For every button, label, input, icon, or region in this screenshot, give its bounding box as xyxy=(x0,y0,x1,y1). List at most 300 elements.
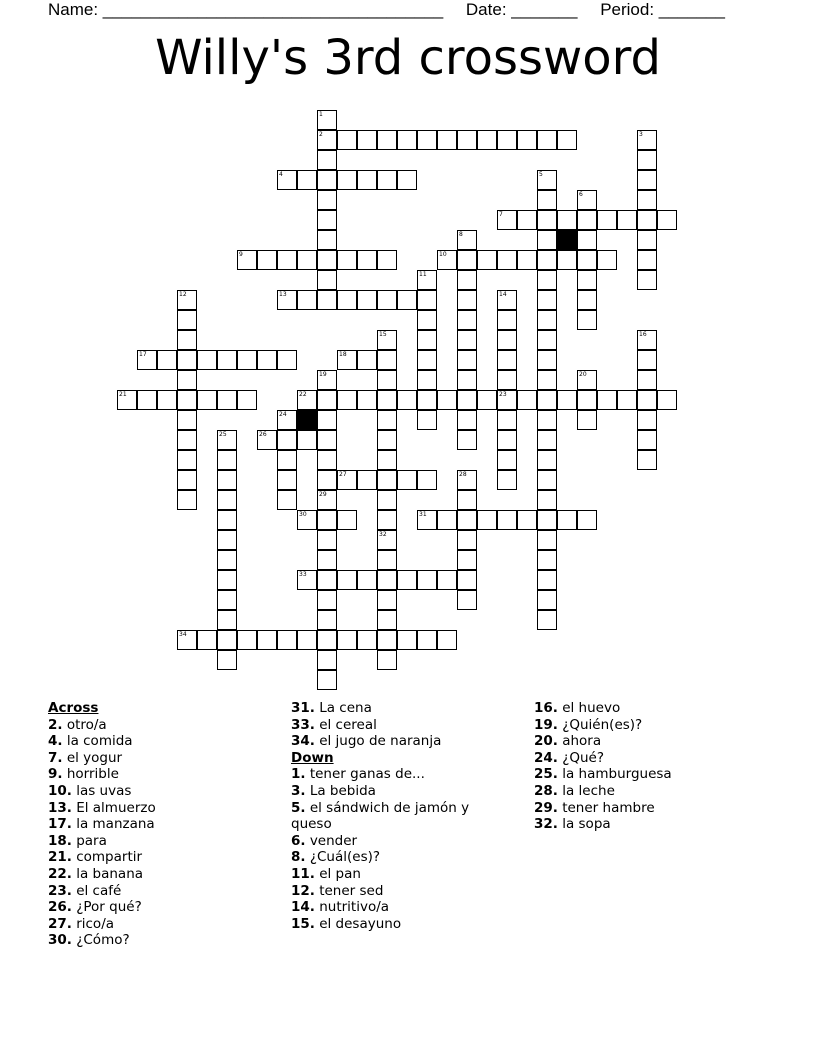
cell-number: 22 xyxy=(299,391,307,398)
crossword-cell[interactable] xyxy=(577,250,597,270)
crossword-cell[interactable] xyxy=(357,570,377,590)
crossword-cell[interactable] xyxy=(577,230,597,250)
crossword-cell[interactable] xyxy=(337,630,357,650)
crossword-cell[interactable] xyxy=(477,130,497,150)
date-field[interactable]: Date: _______ xyxy=(465,0,578,19)
crossword-cell[interactable] xyxy=(177,490,197,510)
crossword-cell[interactable] xyxy=(317,670,337,690)
crossword-cell[interactable] xyxy=(437,570,457,590)
clue-number: 28. xyxy=(534,782,558,799)
crossword-cell[interactable] xyxy=(637,170,657,190)
crossword-cell[interactable] xyxy=(497,350,517,370)
crossword-cell[interactable] xyxy=(317,230,337,250)
crossword-cell[interactable] xyxy=(177,430,197,450)
crossword-cell[interactable] xyxy=(217,430,237,450)
crossword-cell[interactable] xyxy=(537,410,557,430)
crossword-cell[interactable] xyxy=(237,390,257,410)
crossword-cell[interactable] xyxy=(217,510,237,530)
crossword-cell[interactable] xyxy=(497,510,517,530)
period-field[interactable]: Period: _______ xyxy=(600,0,725,19)
across-heading: Across xyxy=(48,700,99,716)
crossword-cell[interactable] xyxy=(477,390,497,410)
crossword-cell[interactable] xyxy=(317,150,337,170)
crossword-cell[interactable] xyxy=(637,450,657,470)
clue-item xyxy=(48,932,278,949)
crossword-cell[interactable] xyxy=(397,170,417,190)
crossword-cell[interactable] xyxy=(577,210,597,230)
crossword-cell[interactable] xyxy=(537,250,557,270)
crossword-cell[interactable] xyxy=(577,190,597,210)
crossword-block xyxy=(557,230,577,250)
crossword-cell[interactable] xyxy=(177,350,197,370)
crossword-cell[interactable] xyxy=(637,270,657,290)
crossword-cell[interactable] xyxy=(377,410,397,430)
clue-item xyxy=(48,866,278,883)
crossword-cell[interactable] xyxy=(417,630,437,650)
crossword-cell[interactable] xyxy=(377,610,397,630)
crossword-cell[interactable] xyxy=(457,550,477,570)
crossword-cell[interactable] xyxy=(337,570,357,590)
crossword-cell[interactable] xyxy=(457,330,477,350)
crossword-cell[interactable] xyxy=(577,410,597,430)
clue-text: ¿Por qué? xyxy=(71,899,142,916)
crossword-cell[interactable] xyxy=(557,130,577,150)
crossword-cell[interactable] xyxy=(317,590,337,610)
crossword-cell[interactable] xyxy=(497,130,517,150)
crossword-cell[interactable] xyxy=(377,510,397,530)
crossword-cell[interactable] xyxy=(537,530,557,550)
crossword-cell[interactable] xyxy=(517,510,537,530)
crossword-cell[interactable] xyxy=(617,210,637,230)
clue-item xyxy=(534,750,764,767)
crossword-cell[interactable] xyxy=(217,550,237,570)
crossword-cell[interactable] xyxy=(277,170,297,190)
crossword-cell[interactable] xyxy=(577,310,597,330)
clue-item xyxy=(534,717,764,734)
crossword-cell[interactable] xyxy=(457,370,477,390)
clue-text: el sándwich de jamón y queso xyxy=(291,799,470,833)
crossword-cell[interactable] xyxy=(177,310,197,330)
crossword-cell[interactable] xyxy=(357,390,377,410)
crossword-cell[interactable] xyxy=(217,590,237,610)
crossword-cell[interactable] xyxy=(177,330,197,350)
crossword-cell[interactable] xyxy=(217,450,237,470)
crossword-cell[interactable] xyxy=(177,450,197,470)
crossword-cell[interactable] xyxy=(557,390,577,410)
crossword-cell[interactable] xyxy=(637,150,657,170)
crossword-cell[interactable] xyxy=(477,510,497,530)
crossword-cell[interactable] xyxy=(537,570,557,590)
crossword-cell[interactable] xyxy=(377,390,397,410)
clue-item xyxy=(291,899,506,916)
crossword-cell[interactable] xyxy=(197,630,217,650)
clue-item xyxy=(291,866,506,883)
crossword-cell[interactable] xyxy=(537,490,557,510)
crossword-cell[interactable] xyxy=(417,410,437,430)
crossword-cell[interactable] xyxy=(557,510,577,530)
crossword-cell[interactable] xyxy=(457,130,477,150)
crossword-cell[interactable] xyxy=(537,470,557,490)
crossword-cell[interactable] xyxy=(297,430,317,450)
crossword-cell[interactable] xyxy=(577,290,597,310)
crossword-cell[interactable] xyxy=(637,370,657,390)
crossword-cell[interactable] xyxy=(457,490,477,510)
crossword-cell[interactable] xyxy=(317,370,337,390)
crossword-cell[interactable] xyxy=(257,350,277,370)
crossword-cell[interactable] xyxy=(377,490,397,510)
crossword-cell[interactable] xyxy=(637,410,657,430)
crossword-cell[interactable] xyxy=(457,530,477,550)
crossword-cell[interactable] xyxy=(437,630,457,650)
clue-item xyxy=(291,717,521,734)
crossword-cell[interactable] xyxy=(377,430,397,450)
crossword-cell[interactable] xyxy=(177,390,197,410)
crossword-cell[interactable] xyxy=(497,390,517,410)
crossword-cell[interactable] xyxy=(497,410,517,430)
crossword-cell[interactable] xyxy=(277,350,297,370)
crossword-cell[interactable] xyxy=(317,570,337,590)
crossword-cell[interactable] xyxy=(257,250,277,270)
crossword-cell[interactable] xyxy=(637,130,657,150)
crossword-cell[interactable] xyxy=(637,330,657,350)
crossword-cell[interactable] xyxy=(457,250,477,270)
crossword-cell[interactable] xyxy=(377,450,397,470)
crossword-cell[interactable] xyxy=(217,530,237,550)
crossword-cell[interactable] xyxy=(537,590,557,610)
crossword-cell[interactable] xyxy=(537,510,557,530)
crossword-cell[interactable] xyxy=(397,390,417,410)
crossword-cell[interactable] xyxy=(137,350,157,370)
crossword-cell[interactable] xyxy=(317,170,337,190)
crossword-cell[interactable] xyxy=(417,290,437,310)
crossword-cell[interactable] xyxy=(337,390,357,410)
crossword-cell[interactable] xyxy=(537,290,557,310)
crossword-cell[interactable] xyxy=(417,370,437,390)
crossword-cell[interactable] xyxy=(377,590,397,610)
clue-item xyxy=(534,766,764,783)
crossword-cell[interactable] xyxy=(317,410,337,430)
clue-text: ¿Quién(es)? xyxy=(557,716,643,733)
crossword-cell[interactable] xyxy=(297,510,317,530)
crossword-cell[interactable] xyxy=(297,570,317,590)
clue-number: 2. xyxy=(48,716,63,733)
crossword-cell[interactable] xyxy=(317,450,337,470)
cell-number: 27 xyxy=(339,471,347,478)
clue-number: 18. xyxy=(48,832,72,849)
crossword-cell[interactable] xyxy=(577,270,597,290)
crossword-cell[interactable] xyxy=(457,350,477,370)
crossword-cell[interactable] xyxy=(157,390,177,410)
crossword-cell[interactable] xyxy=(457,270,477,290)
crossword-cell[interactable] xyxy=(597,250,617,270)
cell-number: 17 xyxy=(139,351,147,358)
crossword-cell[interactable] xyxy=(337,290,357,310)
name-field[interactable]: Name: ____________________________________ xyxy=(48,0,444,19)
crossword-cell[interactable] xyxy=(497,250,517,270)
crossword-cell[interactable] xyxy=(417,470,437,490)
crossword-cell[interactable] xyxy=(397,470,417,490)
clue-number: 29. xyxy=(534,799,558,816)
cell-number: 20 xyxy=(579,371,587,378)
crossword-cell[interactable] xyxy=(497,310,517,330)
crossword-cell[interactable] xyxy=(497,210,517,230)
crossword-cell[interactable] xyxy=(317,510,337,530)
crossword-cell[interactable] xyxy=(417,270,437,290)
crossword-cell[interactable] xyxy=(177,630,197,650)
crossword-cell[interactable] xyxy=(417,350,437,370)
crossword-cell[interactable] xyxy=(177,290,197,310)
crossword-cell[interactable] xyxy=(357,250,377,270)
crossword-cell[interactable] xyxy=(317,190,337,210)
crossword-cell[interactable] xyxy=(497,430,517,450)
clue-item xyxy=(48,783,278,800)
crossword-cell[interactable] xyxy=(317,610,337,630)
crossword-cell[interactable] xyxy=(537,550,557,570)
crossword-cell[interactable] xyxy=(517,130,537,150)
crossword-cell[interactable] xyxy=(377,250,397,270)
crossword-cell[interactable] xyxy=(417,130,437,150)
crossword-cell[interactable] xyxy=(337,170,357,190)
clue-number: 34. xyxy=(291,733,315,750)
crossword-block xyxy=(297,410,317,430)
crossword-cell[interactable] xyxy=(237,250,257,270)
clue-item xyxy=(291,783,506,800)
crossword-cell[interactable] xyxy=(537,210,557,230)
crossword-cell[interactable] xyxy=(537,370,557,390)
crossword-cell[interactable] xyxy=(637,250,657,270)
crossword-cell[interactable] xyxy=(497,470,517,490)
crossword-cell[interactable] xyxy=(317,290,337,310)
crossword-cell[interactable] xyxy=(317,550,337,570)
crossword-cell[interactable] xyxy=(377,290,397,310)
crossword-cell[interactable] xyxy=(537,350,557,370)
crossword-cell[interactable] xyxy=(277,450,297,470)
crossword-cell[interactable] xyxy=(317,270,337,290)
crossword-cell[interactable] xyxy=(537,330,557,350)
crossword-cell[interactable] xyxy=(537,310,557,330)
crossword-cell[interactable] xyxy=(277,490,297,510)
crossword-cell[interactable] xyxy=(277,410,297,430)
crossword-cell[interactable] xyxy=(337,130,357,150)
crossword-cell[interactable] xyxy=(317,210,337,230)
cell-number: 13 xyxy=(279,291,287,298)
clue-number: 26. xyxy=(48,899,72,916)
crossword-cell[interactable] xyxy=(537,130,557,150)
crossword-cell[interactable] xyxy=(117,390,137,410)
clues-column-2 xyxy=(291,700,521,932)
crossword-cell[interactable] xyxy=(377,570,397,590)
crossword-cell[interactable] xyxy=(457,410,477,430)
crossword-cell[interactable] xyxy=(457,390,477,410)
crossword-cell[interactable] xyxy=(177,370,197,390)
crossword-cell[interactable] xyxy=(597,390,617,410)
crossword-cell[interactable] xyxy=(537,170,557,190)
crossword-cell[interactable] xyxy=(497,330,517,350)
crossword-cell[interactable] xyxy=(497,290,517,310)
clue-number: 12. xyxy=(291,882,315,899)
clue-text: el huevo xyxy=(557,700,621,716)
clue-item xyxy=(291,800,506,833)
crossword-cell[interactable] xyxy=(317,630,337,650)
crossword-cell[interactable] xyxy=(397,630,417,650)
crossword-cell[interactable] xyxy=(217,390,237,410)
crossword-cell[interactable] xyxy=(637,430,657,450)
crossword-cell[interactable] xyxy=(217,610,237,630)
crossword-cell[interactable] xyxy=(537,230,557,250)
cell-number: 21 xyxy=(119,391,127,398)
crossword-cell[interactable] xyxy=(637,390,657,410)
crossword-cell[interactable] xyxy=(377,370,397,390)
crossword-cell[interactable] xyxy=(317,430,337,450)
crossword-cell[interactable] xyxy=(637,190,657,210)
crossword-cell[interactable] xyxy=(457,570,477,590)
clue-number: 20. xyxy=(534,733,558,750)
crossword-cell[interactable] xyxy=(377,170,397,190)
crossword-cell[interactable] xyxy=(337,510,357,530)
crossword-cell[interactable] xyxy=(377,130,397,150)
crossword-cell[interactable] xyxy=(357,350,377,370)
crossword-cell[interactable] xyxy=(297,250,317,270)
crossword-cell[interactable] xyxy=(297,170,317,190)
crossword-cell[interactable] xyxy=(277,290,297,310)
crossword-cell[interactable] xyxy=(397,570,417,590)
crossword-cell[interactable] xyxy=(317,530,337,550)
crossword-cell[interactable] xyxy=(377,530,397,550)
crossword-cell[interactable] xyxy=(177,410,197,430)
crossword-cell[interactable] xyxy=(637,210,657,230)
crossword-cell[interactable] xyxy=(537,270,557,290)
crossword-cell[interactable] xyxy=(577,390,597,410)
crossword-cell[interactable] xyxy=(437,130,457,150)
crossword-cell[interactable] xyxy=(317,390,337,410)
crossword-cell[interactable] xyxy=(257,630,277,650)
crossword-cell[interactable] xyxy=(157,350,177,370)
crossword-cell[interactable] xyxy=(217,350,237,370)
crossword-cell[interactable] xyxy=(577,370,597,390)
crossword-cell[interactable] xyxy=(417,330,437,350)
crossword-cell[interactable] xyxy=(317,130,337,150)
crossword-cell[interactable] xyxy=(437,510,457,530)
crossword-cell[interactable] xyxy=(537,610,557,630)
crossword-cell[interactable] xyxy=(637,350,657,370)
crossword-cell[interactable] xyxy=(317,110,337,130)
crossword-cell[interactable] xyxy=(297,290,317,310)
crossword-cell[interactable] xyxy=(277,430,297,450)
crossword-cell[interactable] xyxy=(397,290,417,310)
crossword-cell[interactable] xyxy=(337,250,357,270)
crossword-cell[interactable] xyxy=(657,210,677,230)
crossword-cell[interactable] xyxy=(317,490,337,510)
crossword-cell[interactable] xyxy=(297,630,317,650)
crossword-cell[interactable] xyxy=(237,630,257,650)
cell-number: 15 xyxy=(379,331,387,338)
crossword-cell[interactable] xyxy=(377,330,397,350)
crossword-cell[interactable] xyxy=(417,510,437,530)
crossword-cell[interactable] xyxy=(197,390,217,410)
crossword-cell[interactable] xyxy=(277,630,297,650)
crossword-cell[interactable] xyxy=(317,470,337,490)
down-heading: Down xyxy=(291,749,334,766)
crossword-cell[interactable] xyxy=(537,430,557,450)
clue-item xyxy=(291,700,521,717)
crossword-cell[interactable] xyxy=(557,250,577,270)
crossword-cell[interactable] xyxy=(377,470,397,490)
crossword-cell[interactable] xyxy=(617,390,637,410)
crossword-cell[interactable] xyxy=(457,590,477,610)
crossword-cell[interactable] xyxy=(277,250,297,270)
crossword-cell[interactable] xyxy=(597,210,617,230)
clue-number: 22. xyxy=(48,865,72,882)
crossword-cell[interactable] xyxy=(197,350,217,370)
crossword-cell[interactable] xyxy=(657,390,677,410)
crossword-cell[interactable] xyxy=(297,390,317,410)
page-title: Willy's 3rd crossword xyxy=(155,30,661,86)
clue-item xyxy=(291,916,506,933)
crossword-cell[interactable] xyxy=(457,470,477,490)
crossword-cell[interactable] xyxy=(137,390,157,410)
crossword-cell[interactable] xyxy=(217,570,237,590)
crossword-cell[interactable] xyxy=(537,390,557,410)
crossword-cell[interactable] xyxy=(377,350,397,370)
crossword-cell[interactable] xyxy=(517,210,537,230)
crossword-cell[interactable] xyxy=(537,450,557,470)
crossword-cell[interactable] xyxy=(377,550,397,570)
crossword-cell[interactable] xyxy=(417,390,437,410)
crossword-cell[interactable] xyxy=(377,650,397,670)
crossword-cell[interactable] xyxy=(217,490,237,510)
crossword-cell[interactable] xyxy=(477,250,497,270)
crossword-cell[interactable] xyxy=(377,630,397,650)
clue-item xyxy=(534,700,764,717)
crossword-cell[interactable] xyxy=(457,290,477,310)
crossword-cell[interactable] xyxy=(557,210,577,230)
crossword-cell[interactable] xyxy=(237,350,257,370)
crossword-cell[interactable] xyxy=(497,450,517,470)
crossword-cell[interactable] xyxy=(517,250,537,270)
crossword-cell[interactable] xyxy=(217,630,237,650)
crossword-cell[interactable] xyxy=(457,430,477,450)
crossword-cell[interactable] xyxy=(437,390,457,410)
crossword-cell[interactable] xyxy=(317,250,337,270)
crossword-cell[interactable] xyxy=(397,130,417,150)
crossword-cell[interactable] xyxy=(277,470,297,490)
crossword-cell[interactable] xyxy=(357,630,377,650)
crossword-cell[interactable] xyxy=(577,510,597,530)
cell-number: 4 xyxy=(279,171,283,178)
crossword-cell[interactable] xyxy=(217,650,237,670)
crossword-cell[interactable] xyxy=(417,570,437,590)
crossword-cell[interactable] xyxy=(517,390,537,410)
crossword-cell[interactable] xyxy=(177,470,197,490)
crossword-cell[interactable] xyxy=(217,470,237,490)
crossword-cell[interactable] xyxy=(357,290,377,310)
crossword-cell[interactable] xyxy=(337,350,357,370)
crossword-cell[interactable] xyxy=(437,250,457,270)
crossword-cell[interactable] xyxy=(357,470,377,490)
crossword-cell[interactable] xyxy=(257,430,277,450)
crossword-cell[interactable] xyxy=(317,650,337,670)
crossword-cell[interactable] xyxy=(457,230,477,250)
crossword-cell[interactable] xyxy=(457,510,477,530)
crossword-cell[interactable] xyxy=(457,310,477,330)
crossword-cell[interactable] xyxy=(417,310,437,330)
crossword-cell[interactable] xyxy=(637,230,657,250)
crossword-cell[interactable] xyxy=(357,130,377,150)
crossword-cell[interactable] xyxy=(497,370,517,390)
crossword-cell[interactable] xyxy=(337,470,357,490)
crossword-cell[interactable] xyxy=(357,170,377,190)
crossword-cell[interactable] xyxy=(537,190,557,210)
